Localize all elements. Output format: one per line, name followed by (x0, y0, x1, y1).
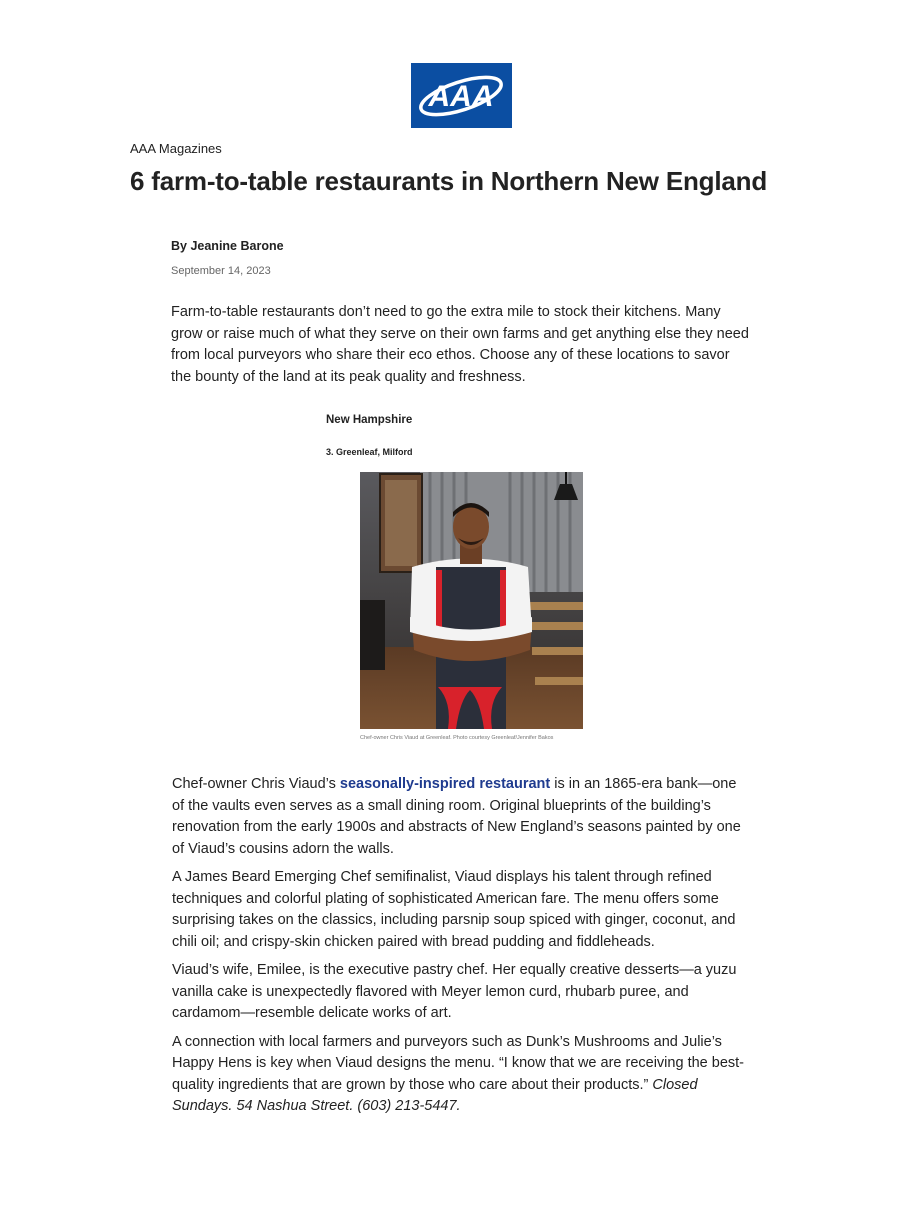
body-paragraph: A James Beard Emerging Chef semifinalist, Viaud displays his talent through refined techniques and colorful plating of sophisticated American fare. The menu offers some surprising takes on the classics, including parsnip soup spiced with ginger, coconut, and chili oil; and crispy-skin chicken paired with bread pudding and fiddleheads. (172, 869, 736, 950)
body-paragraph (172, 1032, 752, 1118)
article-headline: 6 farm-to-table restaurants in Northern New England (130, 166, 768, 196)
publish-date: September 14, 2023 (171, 265, 271, 277)
body-paragraph: Viaud’s wife, Emilee, is the executive pastry chef. Her equally creative desserts—a yuzu vanilla cake is unexpectedly flavored with Meyer lemon curd, rhubarb puree, and cardamom—resemble delicate works of art. (172, 962, 737, 1021)
chef-portrait-photo (360, 472, 583, 729)
paragraph-text: A connection with local farmers and purveyors such as Dunk’s Mushrooms and Julie’s Happy Hens is key when Viaud designs the menu. “I know that we are receiving the best-quality ingredients that are grown by those who care about their products.” (172, 1033, 744, 1093)
paragraph-text: Chef-owner Chris Viaud’s (172, 776, 340, 792)
chef-photo (360, 472, 583, 729)
author-byline: By Jeanine Barone (171, 239, 284, 253)
aaa-logo[interactable] (411, 63, 512, 128)
article-body (172, 774, 752, 1125)
restaurant-link[interactable]: seasonally-inspired restaurant (339, 776, 551, 792)
photo-caption: Chef-owner Chris Viaud at Greenleaf. Photo courtesy Greenleaf/Jennifer Bakos (360, 735, 554, 741)
publication-name: AAA Magazines (130, 141, 222, 156)
paragraph-text: is in an 1865-era bank—one of the vaults even serves as a small dining room. Original blueprints of the building’s renovation from the early 1900s and abstracts of New England’s seasons painted by one of Viaud’s cousins adorn the walls. (172, 776, 741, 857)
restaurant-heading: 3. Greenleaf, Milford (326, 447, 413, 457)
restaurant-details: Closed Sundays. 54 Nashua Street. (603) 213-5447. (172, 1076, 698, 1114)
intro-paragraph: Farm-to-table restaurants don’t need to go the extra mile to stock their kitchens. Many grow or raise much of what they serve on their own farms and get anything else they need from local purveyors who share their eco ethos. Choose any of these locations to savor the bounty of the land at its peak quality and freshness. (171, 304, 749, 385)
region-heading: New Hampshire (326, 414, 413, 426)
body-paragraph (172, 774, 752, 860)
aaa-logo-icon (411, 63, 512, 128)
logo-text: AAA (428, 80, 494, 113)
